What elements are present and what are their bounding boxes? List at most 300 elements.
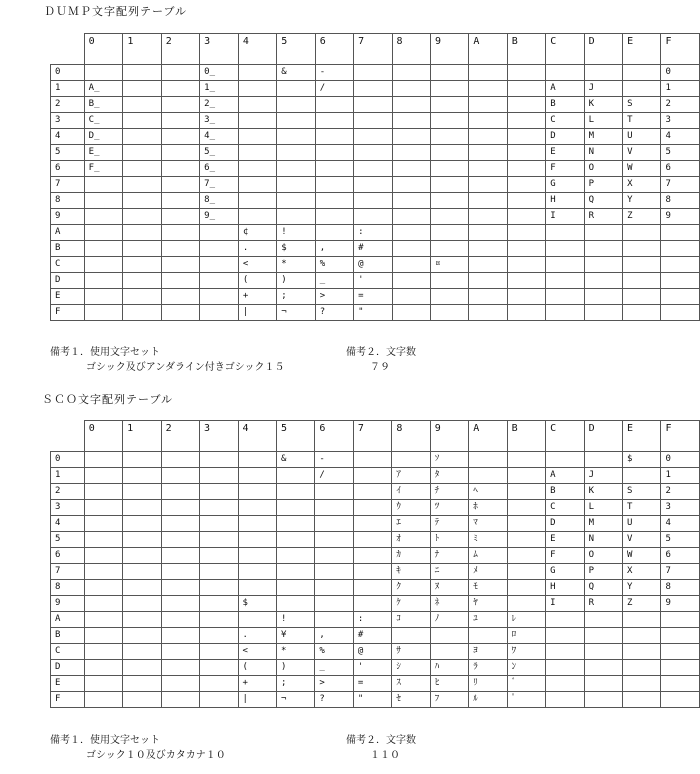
table-cell: X [623,564,661,580]
table-cell [161,628,199,644]
table-cell [161,161,199,177]
table-cell [430,161,468,177]
table-row [51,452,700,468]
table-cell: O [584,161,622,177]
table-cell [123,564,161,580]
table-cell [123,580,161,596]
table-cell [584,692,622,708]
table-cell [584,65,622,81]
table-cell [353,484,391,500]
table-row [51,305,700,321]
table-cell [161,484,199,500]
row-header: F [51,305,85,321]
table-cell [392,113,430,129]
table-cell [584,660,622,676]
table-cell [661,257,700,273]
table-cell: $ [277,241,315,257]
table-cell [584,628,622,644]
table-cell [238,145,276,161]
table-cell: 7 [661,177,700,193]
table-cell [161,596,199,612]
table-cell [161,97,199,113]
table-cell: T [623,113,661,129]
table-cell: ｹ [392,596,430,612]
table-cell [277,97,315,113]
table-cell [315,612,353,628]
table-cell: _ [315,660,353,676]
table-cell [469,161,507,177]
table-cell [507,273,545,289]
table-cell [200,676,238,692]
table-cell [315,113,353,129]
table-row [51,113,700,129]
table-cell [507,161,545,177]
table-cell [469,65,507,81]
column-header: 4 [238,34,276,65]
row-header: 9 [51,209,85,225]
table-cell [161,225,199,241]
table-cell: ﾔ [469,596,507,612]
table-cell: ﾝ [507,660,545,676]
table-cell [238,452,276,468]
table-cell: 6 [661,161,700,177]
table-cell [315,580,353,596]
table-cell: F [546,548,584,564]
sco-note2-label: 備考２．文字数 [346,735,416,746]
table-cell: U [623,129,661,145]
table-cell: 6 [661,548,700,564]
table-cell: ' [353,660,391,676]
table-cell [392,97,430,113]
table-cell [200,596,238,612]
table-cell [661,660,700,676]
table-cell [84,612,122,628]
table-cell [469,241,507,257]
table-cell [623,660,661,676]
table-cell [123,468,161,484]
table-cell [507,65,545,81]
table-cell [200,273,239,289]
table-cell [161,580,199,596]
table-cell: 7̲ [200,177,239,193]
table-row [51,484,700,500]
table-cell [161,644,199,660]
table-cell [507,257,545,273]
table-cell: ﾀ [430,468,468,484]
table-cell [507,564,545,580]
table-cell [661,273,700,289]
table-cell [469,177,507,193]
table-cell [200,305,239,321]
table-cell [623,644,661,660]
table-cell [315,177,353,193]
table-cell [84,468,122,484]
table-cell [354,161,392,177]
table-cell: ﾙ [469,692,507,708]
column-header: 2 [161,421,199,452]
table-cell: ) [276,660,314,676]
table-cell [200,580,238,596]
table-cell: = [354,289,392,305]
table-row [51,564,700,580]
row-header: A [51,612,85,628]
table-cell [276,564,314,580]
row-header: 4 [51,129,85,145]
table-cell [84,660,122,676]
table-cell [353,548,391,564]
table-cell [661,628,700,644]
table-cell: 5 [661,532,700,548]
row-header: 2 [51,484,85,500]
table-row [51,161,700,177]
table-cell: U [623,516,661,532]
table-cell: 4 [661,516,700,532]
table-cell [507,452,545,468]
table-cell [200,452,238,468]
table-cell: % [315,257,353,273]
table-cell [392,305,430,321]
table-cell: ｴ [392,516,430,532]
table-cell [507,209,545,225]
table-cell [84,65,123,81]
table-row [51,468,700,484]
table-cell [200,484,238,500]
table-cell [315,484,353,500]
table-cell: 5 [661,145,700,161]
table-cell [123,193,161,209]
table-cell [392,241,430,257]
table-cell [84,241,123,257]
table-cell: V [623,145,661,161]
column-header: 5 [276,421,314,452]
table-cell [238,161,276,177]
table-cell [469,628,507,644]
table-cell [238,193,276,209]
table-cell [123,484,161,500]
table-cell [161,612,199,628]
table-cell [430,628,468,644]
table-cell [546,660,584,676]
table-cell [84,548,122,564]
table-cell [161,660,199,676]
corner-cell [51,34,85,65]
table-cell: ¢ [238,225,276,241]
table-cell: C [546,500,584,516]
table-cell: : [353,612,391,628]
table-cell [661,692,700,708]
table-cell: ﾂ [430,500,468,516]
table-row [51,644,700,660]
table-cell [276,596,314,612]
table-cell [123,289,161,305]
table-cell [507,532,545,548]
table-cell [354,129,392,145]
table-cell [584,225,622,241]
row-header: B [51,241,85,257]
table-cell [353,596,391,612]
table-cell [546,65,584,81]
table-cell [469,193,507,209]
table-cell [392,161,430,177]
table-cell: * [276,644,314,660]
table-cell [430,225,468,241]
row-header: 7 [51,564,85,580]
table-cell [123,644,161,660]
table-cell: ; [276,676,314,692]
table-cell [200,241,239,257]
table-cell [84,580,122,596]
table-cell: Y [623,193,661,209]
column-header: E [623,421,661,452]
table-cell: D̲ [84,129,123,145]
table-cell [123,65,161,81]
corner-cell [51,421,85,452]
table-cell [623,692,661,708]
table-cell: 0̲ [200,65,239,81]
table-cell [123,612,161,628]
table-cell: V [623,532,661,548]
table-cell [123,660,161,676]
row-header: A [51,225,85,241]
table-cell: G [546,564,584,580]
table-cell [238,532,276,548]
table-cell [507,548,545,564]
table-cell [392,209,430,225]
table-cell: ﾎ [469,500,507,516]
table-cell [546,676,584,692]
table-cell [277,145,315,161]
table-cell [430,145,468,161]
table-cell [469,209,507,225]
table-cell [161,516,199,532]
table-cell: " [353,692,391,708]
table-cell: H [546,193,584,209]
table-cell [238,548,276,564]
table-cell [200,257,239,273]
column-header: 7 [353,421,391,452]
table-row [51,273,700,289]
table-cell: / [315,468,353,484]
table-cell: B [546,97,584,113]
table-cell: $ [238,596,276,612]
table-cell: W [623,548,661,564]
table-cell: ﾛ [507,628,545,644]
table-cell [200,516,238,532]
table-cell: 8 [661,580,700,596]
table-cell: < [238,644,276,660]
table-cell: ! [276,612,314,628]
table-cell [392,257,430,273]
table-cell: F [546,161,584,177]
table-cell: 4̲ [200,129,239,145]
table-cell: D [546,129,584,145]
table-row [51,548,700,564]
table-cell [315,209,353,225]
row-header: 6 [51,161,85,177]
table-cell [469,97,507,113]
table-cell: 1̲ [200,81,239,97]
table-cell: E [546,145,584,161]
table-row [51,129,700,145]
table-cell: > [315,676,353,692]
table-row [51,628,700,644]
table-cell [584,273,622,289]
column-header: A [469,34,507,65]
table-cell: . [238,628,276,644]
table-cell [584,289,622,305]
table-cell [469,452,507,468]
table-cell: 9 [661,596,700,612]
table-cell: Z [623,209,661,225]
table-cell [123,97,161,113]
table-cell: Z [623,596,661,612]
column-header: 9 [430,34,468,65]
table-cell: ﾇ [430,580,468,596]
table-cell [623,81,661,97]
table-cell [469,81,507,97]
table-cell: % [315,644,353,660]
table-cell: W [623,161,661,177]
table-cell [161,113,199,129]
table-cell [123,628,161,644]
table-cell: # [354,241,392,257]
dump-note2-label: 備考２．文字数 [346,347,416,358]
table-cell: ﾄ [430,532,468,548]
table-cell [200,644,238,660]
column-header: B [507,34,545,65]
table-cell [430,65,468,81]
sco-character-table [50,420,700,708]
column-header-row [51,34,700,65]
table-cell: 8̲ [200,193,239,209]
table-cell [238,81,276,97]
table-cell: ﾟ [507,692,545,708]
table-cell [238,65,276,81]
table-cell [392,289,430,305]
table-cell [469,289,507,305]
table-cell [84,177,123,193]
row-header: 8 [51,580,85,596]
table-cell [507,516,545,532]
table-cell [84,596,122,612]
table-cell [84,452,122,468]
table-cell [623,273,661,289]
dump-note1-label: 備考１．使用文字セット [50,347,160,358]
table-cell [623,257,661,273]
row-header: 6 [51,548,85,564]
table-cell [277,193,315,209]
table-cell [661,289,700,305]
table-cell [123,129,161,145]
row-header: 4 [51,516,85,532]
sco-note1-value: ゴシック１０及びカタカナ１０ [86,750,226,761]
table-cell: ｵ [392,532,430,548]
table-cell [315,596,353,612]
table-cell: ｻ [392,644,430,660]
table-cell [161,81,199,97]
table-cell: 4 [661,129,700,145]
table-cell [546,241,584,257]
table-row [51,612,700,628]
table-cell: ﾗ [469,660,507,676]
table-cell [123,596,161,612]
table-cell: ﾆ [430,564,468,580]
table-cell [430,193,468,209]
table-cell [84,564,122,580]
table-row [51,225,700,241]
table-cell [238,612,276,628]
table-cell [507,129,545,145]
table-cell: K [584,97,622,113]
table-cell [161,257,199,273]
table-cell [123,241,161,257]
table-cell: L [584,500,622,516]
table-cell: M [584,129,622,145]
table-cell [200,500,238,516]
table-cell: 2̲ [200,97,239,113]
row-header: B [51,628,85,644]
table-cell: S [623,97,661,113]
column-header-row [51,421,700,452]
sco-note2-value: １１０ [370,750,400,761]
table-cell [430,129,468,145]
table-cell: C̲ [84,113,123,129]
table-cell [200,225,239,241]
table-cell [161,289,199,305]
table-cell: C [546,113,584,129]
table-cell [84,257,123,273]
table-cell: ｷ [392,564,430,580]
table-cell [430,241,468,257]
table-cell [315,225,353,241]
table-cell: 9̲ [200,209,239,225]
table-cell [84,516,122,532]
table-cell [507,113,545,129]
table-cell [84,225,123,241]
table-cell: Q [584,580,622,596]
table-cell: 8 [661,193,700,209]
table-cell: ﾍ [469,484,507,500]
table-cell [546,305,584,321]
table-cell: R [584,596,622,612]
column-header: 9 [430,421,468,452]
table-cell: N [584,532,622,548]
table-cell [84,289,123,305]
table-cell [84,500,122,516]
table-cell [546,612,584,628]
table-cell: ﾏ [469,516,507,532]
table-cell: 3 [661,500,700,516]
column-header: 7 [354,34,392,65]
table-cell: Y [623,580,661,596]
column-header: 1 [123,421,161,452]
table-cell [276,516,314,532]
table-cell [238,177,276,193]
table-cell [623,305,661,321]
table-cell: ﾕ [469,612,507,628]
table-cell [276,500,314,516]
table-cell: R [584,209,622,225]
table-cell [623,612,661,628]
table-cell [200,628,238,644]
table-cell [84,305,123,321]
table-cell [161,241,199,257]
table-cell: 5̲ [200,145,239,161]
table-cell [315,97,353,113]
table-cell: ' [354,273,392,289]
table-cell [123,177,161,193]
table-cell [161,65,199,81]
